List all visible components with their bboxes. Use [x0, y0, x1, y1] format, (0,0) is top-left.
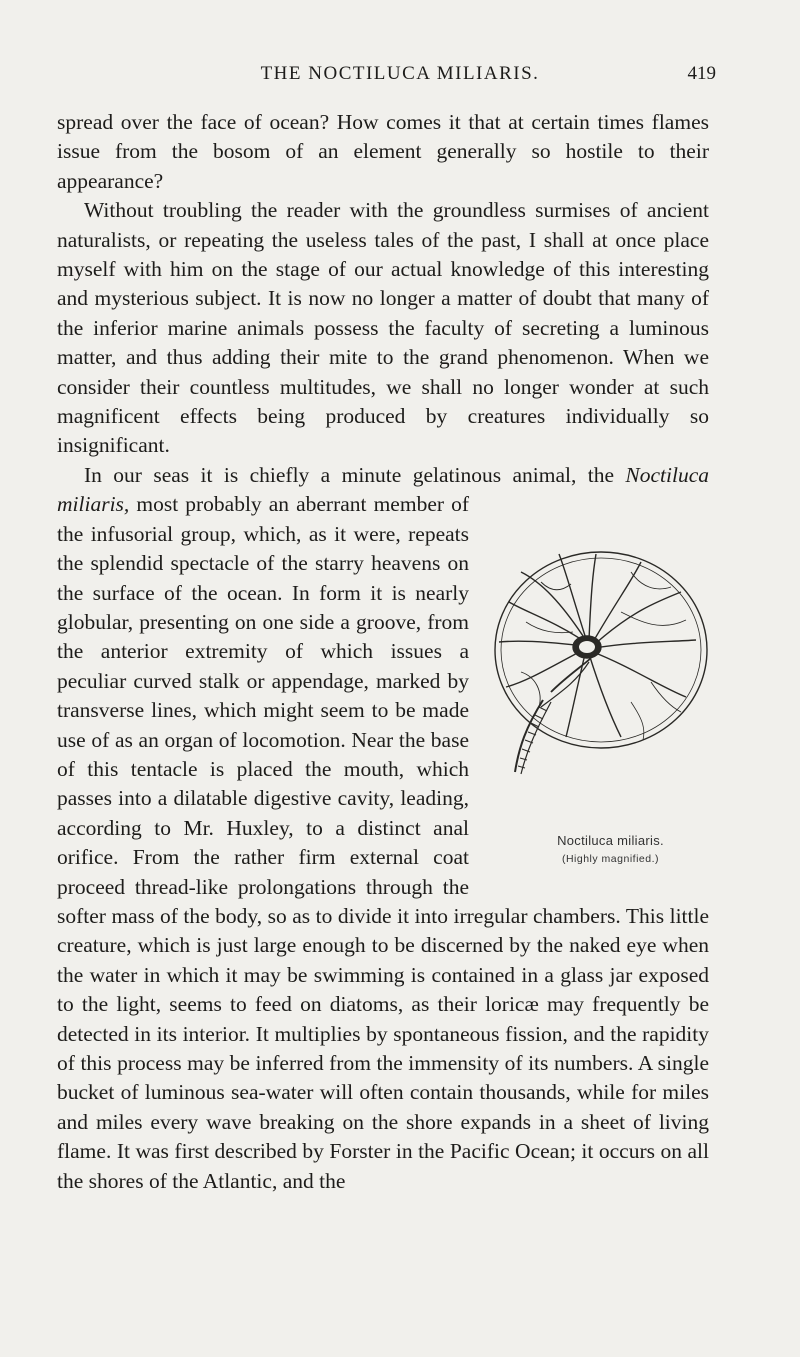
species-name: Noctiluca miliaris, — [57, 462, 709, 517]
noctiluca-illustration-icon — [481, 492, 713, 822]
body-text — [57, 108, 709, 1196]
running-head — [0, 60, 800, 90]
paragraph-3-rest: most probably an aberrant member of the infusorial group, which, as it were, repeats the splendid spectacle of the starry heavens on the surface of the ocean. In form it is nearly globular, presenting on one side a groove, from the anterior extremity of which issues a peculiar curved stalk or appendage, marked by transverse lines, which might seem to be made use of as an organ of locomotion. Near the base of this tentacle is placed the mouth, which passes into a dilatable digestive cavity, leading, according to Mr. Huxley, to a distinct anal orifice. From the rather firm external coat proceed thread-like prolongations through the softer mass of the body, so as to divide it into irregular chambers. This little creature, which is just large enough to be discerned by the naked eye when the water in which it may be swimming is contained in a glass jar exposed to the light, seems to feed on diatoms, as their loricæ may frequently be detected in its interior. It multiplies by spontaneous fission, and the rapidity of this process may be inferred from the immensity of its numbers. A single bucket of luminous sea-water will often contain thousands, while for miles and miles every wave breaking on the shore expands in a sheet of living flame. It was first described by Forster in the Pacific Ocean; it occurs on all the shores of the Atlantic, and the — [57, 492, 709, 1193]
tentacle — [515, 700, 543, 772]
figure — [481, 490, 713, 878]
paragraph-2: Without troubling the reader with the groundless surmises of ancient naturalists, or repeating the useless tales of the past, I shall at once place myself with him on the stage of our actual knowledge of this interesting and mysterious subject. It is now no longer a matter of doubt that many of the inferior marine animals possess the faculty of secreting a luminous matter, and thus adding their mite to the grand phenomenon. When we consider their countless multitudes, we shall no longer wonder at such magnificent effects being produced by creatures individually so insignificant. — [57, 198, 709, 458]
paragraph-3 — [57, 461, 709, 1196]
figure-caption: Noctiluca miliaris. — [557, 833, 664, 849]
paragraph-1: spread over the face of ocean? How comes it that at certain times flames issue from the bosom of an element generally so hostile to their appearance? — [57, 110, 709, 193]
running-title: THE NOCTILUCA MILIARIS. — [260, 63, 540, 84]
paragraph-3-start: In our seas it is chiefly a minute gelatinous animal, the — [84, 462, 614, 487]
page-number: 419 — [687, 63, 716, 84]
figure-note: (Highly magnified.) — [561, 853, 660, 866]
